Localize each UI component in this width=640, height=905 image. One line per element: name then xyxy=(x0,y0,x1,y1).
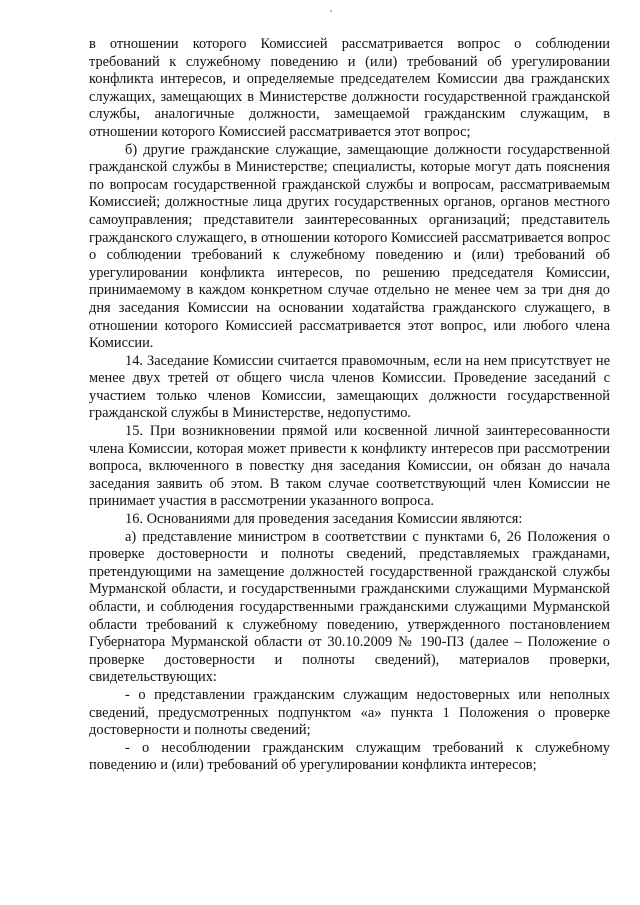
paragraph-16-item-a: а) представление министром в соответствии с пунктами 6, 26 Положения о проверке достоверности и полноты сведений, представляемых гражданами, претендующими на замещение должностей государственной гражданской службы Мурманской области, и государственными гражданскими служащими Мурманской области, и соблюдения государственными гражданскими служащими Мурманской области требований к служебному поведению, утвержденного постановлением Губернатора Мурманской области от 30.10.2009 № 190-ПЗ (далее – Положение о проверке достоверности и полноты сведений), материалов проверки, свидетельствующих: xyxy=(89,528,610,686)
paragraph-item-b: б) другие гражданские служащие, замещающие должности государственной гражданской службы в Министерстве; специалисты, которые могут дать пояснения по вопросам государственной гражданской службы и вопросам, рассматриваемым Комиссией; должностные лица других государственных органов, органов местного самоуправления; представители заинтересованных организаций; представитель гражданского служащего, в отношении которого Комиссией рассматривается вопрос о соблюдении требований к служебному поведению и (или) требований об урегулировании конфликта интересов, по решению председателя Комиссии, принимаемому в каждом конкретном случае отдельно не менее чем за три дня до дня заседания Комиссии на основании ходатайства гражданского служащего, в отношении которого Комиссией рассматривается этот вопрос, или любого члена Комиссии. xyxy=(89,141,610,352)
document-body xyxy=(89,36,610,775)
paragraph-14: 14. Заседание Комиссии считается правомочным, если на нем присутствует не менее двух третей от общего числа членов Комиссии. Проведение заседаний с участием только членов Комиссии, замещающих должности государственной гражданской службы в Министерстве, недопустимо. xyxy=(89,352,610,422)
scan-artifact xyxy=(330,10,332,12)
paragraph-continuation: в отношении которого Комиссией рассматривается вопрос о соблюдении требований к служебному поведению и (или) требований об урегулировании конфликта интересов, и определяемые председателем Комиссии два гражданских служащих, замещающих в Министерстве должности государственной гражданской службы, аналогичные должности, замещаемой гражданским служащим, в отношении которого Комиссией рассматривается этот вопрос; xyxy=(89,36,610,140)
paragraph-15: 15. При возникновении прямой или косвенной личной заинтересованности члена Комиссии, которая может привести к конфликту интересов при рассмотрении вопроса, включенного в повестку дня заседания Комиссии, он обязан до начала заседания заявить об этом. В таком случае соответствующий член Комиссии не принимает участия в рассмотрении указанного вопроса. xyxy=(89,423,610,510)
paragraph-16-dash-1: - о представлении гражданским служащим недостоверных или неполных сведений, предусмотренных подпунктом «а» пункта 1 Положения о проверке достоверности и полноты сведений; xyxy=(89,686,610,739)
paragraph-16: 16. Основаниями для проведения заседания Комиссии являются: xyxy=(125,511,523,528)
paragraph-16-dash-2: - о несоблюдении гражданским служащим требований к служебному поведению и (или) требований об урегулировании конфликта интересов; xyxy=(89,739,610,774)
